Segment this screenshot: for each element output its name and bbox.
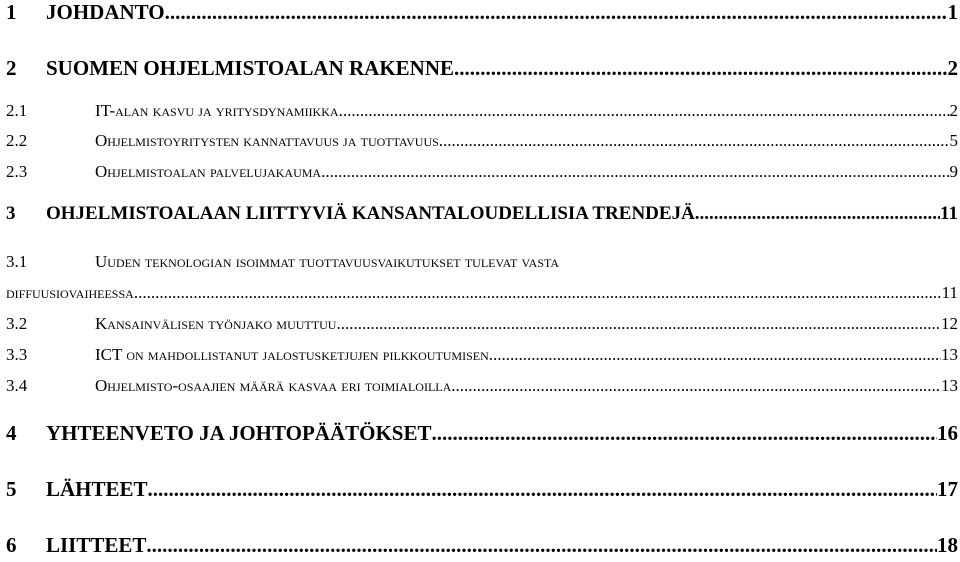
toc-title: ICT on mahdollistanut jalostusketjujen pilkkoutumisen bbox=[95, 345, 489, 364]
toc-entry-2-1[interactable] bbox=[0, 101, 958, 121]
toc-page-number: 13 bbox=[941, 376, 958, 395]
toc-entry-5[interactable] bbox=[0, 477, 958, 502]
toc-page-number: 12 bbox=[941, 314, 958, 333]
toc-page-number: 5 bbox=[949, 131, 958, 150]
toc-leader bbox=[432, 421, 938, 446]
toc-leader bbox=[336, 314, 941, 334]
toc-number: 2.2 bbox=[6, 131, 28, 150]
toc-entry-2-3[interactable] bbox=[0, 162, 958, 182]
toc-number: 3.4 bbox=[6, 376, 28, 395]
toc-entry-3[interactable] bbox=[0, 203, 958, 225]
toc-leader bbox=[489, 345, 941, 365]
toc-entry-3-1[interactable] bbox=[0, 252, 958, 272]
toc-number: 5 bbox=[6, 477, 17, 501]
toc-title: YHTEENVETO JA JOHTOPÄÄTÖKSET bbox=[46, 421, 432, 445]
toc-entry-1[interactable] bbox=[0, 0, 958, 25]
toc-title: Uuden teknologian isoimmat tuottavuusvaikutukset tulevat vasta bbox=[95, 252, 560, 271]
toc-title: SUOMEN OHJELMISTOALAN RAKENNE bbox=[46, 56, 455, 80]
toc-leader bbox=[695, 203, 940, 225]
toc-entry-3-2[interactable] bbox=[0, 314, 958, 334]
toc-number: 3.2 bbox=[6, 314, 28, 333]
toc-page-number: 9 bbox=[949, 162, 958, 181]
toc-page-number: 1 bbox=[947, 0, 958, 24]
toc-page-number: 11 bbox=[941, 283, 958, 302]
toc-title: Ohjelmistoyritysten kannattavuus ja tuottavuus bbox=[95, 131, 439, 150]
toc-leader bbox=[165, 0, 948, 25]
toc-title: LÄHTEET bbox=[46, 477, 148, 501]
toc-number: 3 bbox=[6, 203, 16, 224]
toc-title: Ohjelmisto-osaajien määrä kasvaa eri toimialoilla bbox=[95, 376, 452, 395]
toc-number: 2.3 bbox=[6, 162, 28, 181]
toc-page-number: 17 bbox=[937, 477, 958, 501]
toc-entry-6[interactable] bbox=[0, 533, 958, 558]
toc-number: 1 bbox=[6, 0, 17, 24]
toc-number: 3.3 bbox=[6, 345, 28, 364]
toc-title: Ohjelmistoalan palvelujakauma bbox=[95, 162, 322, 181]
toc-entry-3-1-continuation[interactable] bbox=[0, 283, 958, 303]
toc-page-number: 2 bbox=[947, 56, 958, 80]
toc-leader bbox=[451, 376, 941, 396]
toc-page-number: 11 bbox=[940, 203, 958, 224]
toc-entry-2[interactable] bbox=[0, 56, 958, 81]
toc-entry-3-3[interactable] bbox=[0, 345, 958, 365]
toc-title: LIITTEET bbox=[46, 533, 147, 557]
toc-entry-4[interactable] bbox=[0, 421, 958, 446]
toc-page-number: 13 bbox=[941, 345, 958, 364]
toc-title-continuation: diffuusiovaiheessa bbox=[6, 283, 134, 302]
toc-leader bbox=[439, 131, 950, 151]
toc-page-number: 2 bbox=[949, 101, 958, 120]
toc-title: Kansainvälisen työnjako muuttuu bbox=[95, 314, 337, 333]
toc-title: IT-alan kasvu ja yritysdynamiikka bbox=[95, 101, 339, 120]
toc-entry-3-4[interactable] bbox=[0, 376, 958, 396]
toc-leader bbox=[454, 56, 947, 81]
toc-leader bbox=[148, 477, 937, 502]
toc-leader bbox=[339, 101, 950, 121]
toc-number: 4 bbox=[6, 421, 17, 445]
toc-number: 3.1 bbox=[6, 252, 28, 271]
toc-number: 2 bbox=[6, 56, 17, 80]
toc-page-number: 16 bbox=[937, 421, 958, 445]
toc-leader bbox=[134, 283, 942, 303]
toc-title: OHJELMISTOALAAN LIITTYVIÄ KANSANTALOUDELLISIA TRENDEJÄ bbox=[46, 203, 695, 224]
toc-page-number: 18 bbox=[937, 533, 958, 557]
toc-number: 6 bbox=[6, 533, 17, 557]
toc-title: JOHDANTO bbox=[46, 0, 165, 24]
toc-leader bbox=[146, 533, 937, 558]
toc-entry-2-2[interactable] bbox=[0, 131, 958, 151]
toc-leader bbox=[321, 162, 949, 182]
toc-number: 2.1 bbox=[6, 101, 28, 120]
